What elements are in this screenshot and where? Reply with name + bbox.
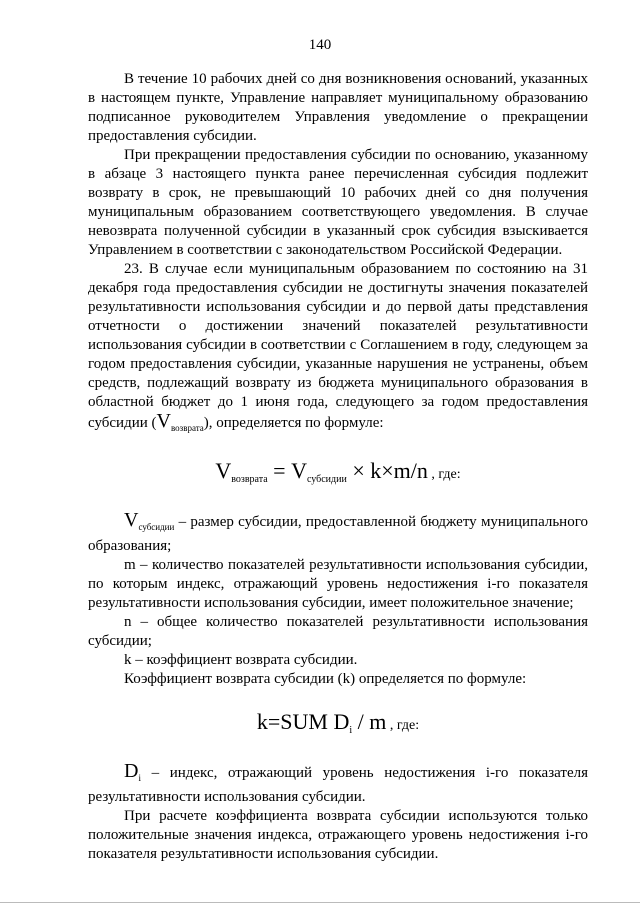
paragraph-final: При расчете коэффициента возврата субсидии используются только положительные значения индекса, отражающего уровень недостижения i-го показателя результативности использования субсидии. [88, 808, 588, 862]
formula2-main: k=SUM D [256, 709, 350, 734]
definition-m: m – количество показателей результативности использования субсидии, по которым индекс, отражающий уровень недостижения i-го показателя результативности использования субсидии, имеет положительное значение; [88, 557, 588, 611]
document-body [88, 70, 588, 864]
formula1-rhs-sub: субсидии [306, 474, 347, 485]
definition-d [88, 762, 588, 807]
formula1-lhs-sub: возврата [231, 474, 268, 485]
formula-return-volume [88, 458, 588, 493]
definition-v-subsidy [88, 511, 588, 556]
definition-n: n – общее количество показателей результативности использования субсидии; [88, 614, 588, 649]
formula1-lhs: V [215, 458, 232, 483]
paragraph-k-intro: Коэффициент возврата субсидии (k) определяется по формуле: [124, 671, 527, 687]
formula2-tail: , где: [386, 718, 420, 733]
formula1-tail: , где: [427, 467, 461, 482]
def-v-text: – размер субсидии, предоставленной бюджету муниципального образования; [88, 514, 588, 554]
v-return-subscript: возврата [170, 423, 204, 433]
bottom-scan-edge [0, 902, 640, 903]
paragraph-23 [88, 260, 588, 438]
def-v-symbol: V [124, 509, 139, 531]
definition-k: k – коэффициент возврата субсидии. [124, 652, 358, 668]
formula2-sub: i [349, 725, 353, 736]
paragraph-23-tail: ), определяется по формуле: [203, 415, 384, 431]
def-d-text: – индекс, отражающий уровень недостижения i-го показателя результативности использования субсидии. [88, 765, 588, 805]
formula-return-coefficient [88, 709, 588, 744]
formula1-rest: × k×m/n [346, 458, 428, 483]
formula1-eq: = V [267, 458, 307, 483]
formula2-rest: / m [352, 709, 387, 734]
def-d-symbol: D [124, 760, 139, 782]
paragraph-return: При прекращении предоставления субсидии по основанию, указанному в абзаце 3 настоящего пункта ранее перечисленная субсидия подлежит возврату в срок, не превышающий 10 рабочих дней со дня получения муниципальным образованием соответствующего уведомления. В случае невозврата полученной субсидии в указанный срок субсидия взыскивается Управлением в соответствии с законодательством Российской Федерации. [88, 147, 588, 258]
v-return-symbol: V [156, 410, 171, 432]
paragraph-23-text: 23. В случае если муниципальным образованием по состоянию на 31 декабря года предоставления субсидии не достигнуты значения показателей результативности использования субсидии и до первой даты представления отчетности о достижении значений показателей результативности использования субсидии в соответствии с Соглашением в году, следующем за годом предоставления субсидии, указанные нарушения не устранены, объем средств, подлежащий возврату из бюджета муниципального образования в областной бюджет до 1 июня года, следующего за годом предоставления субсидии ( [88, 261, 588, 431]
page-number: 140 [308, 37, 332, 53]
def-d-subscript: i [138, 773, 141, 783]
paragraph-notice: В течение 10 рабочих дней со дня возникновения оснований, указанных в настоящем пункте, Управление направляет муниципальному образованию подписанное руководителем Управления уведомление о прекращении предоставления субсидии. [88, 71, 588, 144]
def-v-subscript: субсидии [138, 522, 175, 532]
